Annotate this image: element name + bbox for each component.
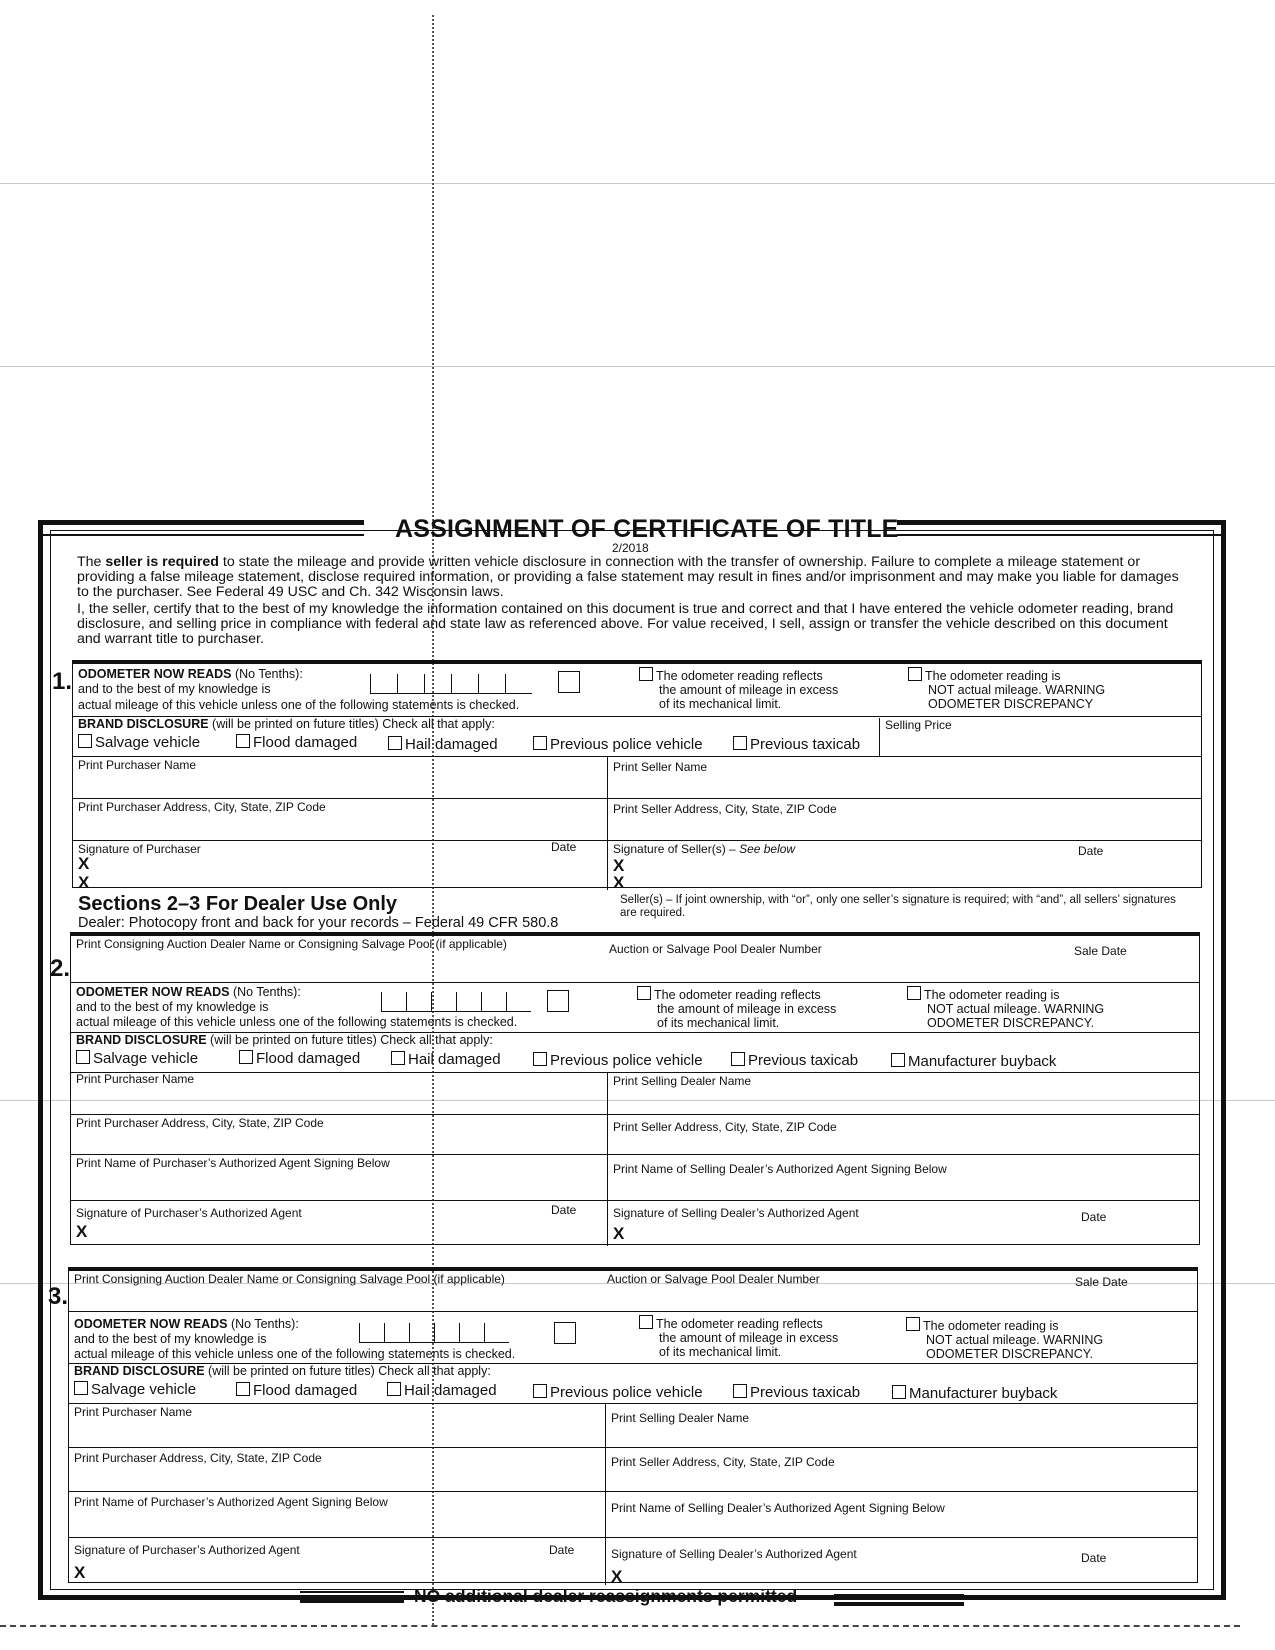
odometer-line3: actual mileage of this vehicle unless one of the following statements is checked. — [76, 1015, 518, 1029]
selling-dealer-name-label[interactable]: Print Selling Dealer Name — [611, 1411, 750, 1425]
intro-bold: seller is required — [105, 554, 219, 570]
odometer-digit[interactable] — [409, 1323, 434, 1343]
seller-date-label: Date — [1078, 844, 1104, 858]
purchaser-agent-signature-x[interactable]: X — [74, 1563, 86, 1582]
brand-taxicab[interactable] — [733, 1384, 860, 1401]
footer-rule-right — [834, 1594, 964, 1606]
checkbox[interactable] — [533, 1052, 547, 1066]
seller-signature-x[interactable]: X — [613, 856, 625, 875]
purchaser-date-label: Date — [549, 1543, 575, 1557]
title-rule-right — [897, 520, 1226, 536]
odometer-tenth-box[interactable] — [558, 671, 580, 693]
checkbox[interactable] — [388, 736, 402, 750]
purchaser-signature-label[interactable]: Signature of Purchaser — [78, 842, 201, 856]
consigning-row — [69, 1271, 1197, 1312]
intro-paragraph-1 — [77, 555, 1187, 600]
brand-hail[interactable] — [391, 1051, 501, 1068]
sale-date-label[interactable]: Sale Date — [1074, 944, 1127, 958]
brand-label: Previous police vehicle — [550, 1052, 703, 1069]
seller-date-label: Date — [1081, 1210, 1107, 1224]
brand-label: Previous police vehicle — [550, 736, 703, 753]
divider — [607, 1154, 608, 1200]
brand-label: Previous police vehicle — [550, 1384, 703, 1401]
checkbox[interactable] — [533, 1384, 547, 1398]
footer-note: NO additional dealer reassignments permitted — [414, 1586, 798, 1606]
divider — [605, 1447, 606, 1491]
divider — [607, 1200, 608, 1246]
odometer-tenth-box[interactable] — [547, 990, 569, 1012]
odometer-heading-bold: ODOMETER NOW READS — [78, 667, 232, 681]
brand-heading — [78, 717, 495, 731]
seller-date-label: Date — [1081, 1551, 1107, 1565]
checkbox[interactable] — [906, 1317, 920, 1331]
intro-paragraph-2: I, the seller, certify that to the best of my knowledge the information contained on this document is true and correct and that I have entered the vehicle odometer reading, brand disclosure, and selling price in compliance with federal and state law as referenced above. For value received, I sell, assign or transfer the vehicle described on this document and warrant title to purchaser. — [77, 601, 1174, 647]
excess-mileage-option[interactable] — [639, 667, 838, 711]
auction-number-label[interactable]: Auction or Salvage Pool Dealer Number — [607, 1272, 820, 1286]
odometer-digit[interactable] — [359, 1323, 384, 1343]
divider — [605, 1491, 606, 1537]
seller-signature-note: See below — [739, 842, 796, 856]
section-3 — [68, 1267, 1198, 1586]
scan-dashed-rule — [0, 1625, 1240, 1627]
option-text: The odometer reading is — [923, 1319, 1059, 1333]
divider — [879, 718, 880, 756]
checkbox[interactable] — [391, 1051, 405, 1065]
odometer-heading-rest: (No Tenths): — [227, 1317, 299, 1331]
agent-signature-row — [71, 1200, 1199, 1246]
brand-taxicab[interactable] — [731, 1052, 858, 1069]
intro-text: The — [77, 554, 106, 570]
selling-agent-signature-x[interactable]: X — [613, 1224, 625, 1243]
brand-police[interactable] — [533, 1384, 703, 1401]
consigning-label[interactable]: Print Consigning Auction Dealer Name or Consigning Salvage Pool (if applicable) — [74, 1272, 505, 1286]
agent-signature-row — [69, 1537, 1197, 1585]
name-row — [71, 1072, 1199, 1115]
brand-label: Previous taxicab — [750, 1384, 861, 1401]
seller-name-label[interactable]: Print Seller Name — [613, 760, 708, 774]
purchaser-name-label[interactable]: Print Purchaser Name — [74, 1405, 193, 1419]
brand-hail[interactable] — [387, 1382, 497, 1399]
checkbox[interactable] — [239, 1050, 253, 1064]
odometer-digit[interactable] — [506, 992, 531, 1012]
section-1 — [72, 660, 1202, 892]
checkbox[interactable] — [639, 1315, 653, 1329]
checkbox[interactable] — [639, 667, 653, 681]
option-text: The odometer reading is — [924, 988, 1060, 1002]
selling-agent-signature-label[interactable]: Signature of Selling Dealer’s Authorized Agent — [613, 1206, 859, 1220]
checkbox[interactable] — [637, 986, 651, 1000]
brand-disclosure-row — [71, 1032, 1199, 1073]
brand-flood[interactable] — [239, 1050, 360, 1067]
brand-disclosure-row — [69, 1363, 1197, 1404]
checkbox[interactable] — [892, 1385, 906, 1399]
section-2 — [70, 932, 1200, 1245]
section-number: 1. — [52, 668, 73, 695]
odometer-digit[interactable] — [406, 992, 431, 1012]
option-text: NOT actual mileage. WARNING — [928, 683, 1106, 697]
option-text: NOT actual mileage. WARNING — [926, 1333, 1104, 1347]
purchaser-agent-signature-label[interactable]: Signature of Purchaser’s Authorized Agent — [74, 1543, 300, 1557]
seller-signature-x[interactable]: X — [613, 873, 625, 892]
section-number: 2. — [50, 955, 71, 982]
purchaser-agent-label[interactable]: Print Name of Purchaser’s Authorized Agent Signing Below — [74, 1495, 388, 1509]
odometer-tenth-box[interactable] — [554, 1322, 576, 1344]
seller-address-label[interactable]: Print Seller Address, City, State, ZIP Code — [611, 1455, 835, 1469]
consigning-label[interactable]: Print Consigning Auction Dealer Name or Consigning Salvage Pool (if applicable) — [76, 937, 507, 951]
option-text: the amount of mileage in excess — [659, 683, 839, 697]
odometer-digit-boxes[interactable] — [359, 1323, 509, 1343]
title-rule-left — [38, 520, 364, 536]
divider — [607, 1072, 608, 1114]
brand-label: Flood damaged — [253, 734, 358, 751]
selling-agent-signature-label[interactable]: Signature of Selling Dealer’s Authorized Agent — [611, 1547, 857, 1561]
footer-rule-left — [300, 1591, 404, 1603]
odometer-digit[interactable] — [424, 674, 451, 694]
brand-label: Flood damaged — [256, 1050, 361, 1067]
option-text: ODOMETER DISCREPANCY. — [926, 1347, 1093, 1361]
brand-hail[interactable] — [388, 736, 498, 753]
option-text: ODOMETER DISCREPANCY — [928, 697, 1094, 711]
selling-dealer-name-label[interactable]: Print Selling Dealer Name — [613, 1074, 752, 1088]
checkbox[interactable] — [907, 986, 921, 1000]
address-row — [73, 798, 1201, 841]
checkbox[interactable] — [731, 1052, 745, 1066]
brand-label: Hail damaged — [408, 1051, 501, 1068]
purchaser-date-label: Date — [551, 1203, 577, 1217]
odometer-heading-rest: (No Tenths): — [229, 985, 301, 999]
odometer-digit[interactable] — [370, 674, 397, 694]
odometer-line3: actual mileage of this vehicle unless one of the following statements is checked. — [74, 1347, 516, 1361]
auction-number-label[interactable]: Auction or Salvage Pool Dealer Number — [609, 942, 822, 956]
scan-rule — [0, 183, 1275, 184]
excess-mileage-option[interactable] — [637, 986, 836, 1030]
odometer-row — [71, 982, 1199, 1033]
option-text: ODOMETER DISCREPANCY. — [927, 1016, 1094, 1030]
scan-rule — [0, 366, 1275, 367]
not-actual-mileage-option[interactable] — [907, 986, 1104, 1030]
not-actual-mileage-option[interactable] — [908, 667, 1105, 711]
brand-buyback[interactable] — [891, 1053, 1056, 1070]
brand-label: Salvage vehicle — [95, 734, 201, 751]
intro-text: to state the mileage and provide written vehicle disclosure in connection with the transfer of ownership. Failure to complete a mileage statement or providing a false mileage statement, disclose required information, or providing a false statement may result in fines and/or imprisonment and may make you liable for damages to the purchaser. See Federal 49 USC and Ch. 342 Wisconsin laws. — [77, 554, 1179, 600]
checkbox[interactable] — [908, 667, 922, 681]
seller-signature-label[interactable] — [613, 842, 795, 856]
odometer-line2: and to the best of my knowledge is — [74, 1332, 267, 1346]
divider — [605, 1403, 606, 1447]
odometer-line2: and to the best of my knowledge is — [78, 682, 271, 696]
agent-name-row — [71, 1154, 1199, 1201]
option-text: of its mechanical limit. — [659, 1345, 782, 1359]
odometer-heading-rest: (No Tenths): — [231, 667, 303, 681]
odometer-heading — [74, 1317, 299, 1331]
brand-salvage[interactable] — [76, 1050, 198, 1067]
sale-date-label[interactable]: Sale Date — [1075, 1275, 1128, 1289]
brand-label: Salvage vehicle — [93, 1050, 199, 1067]
odometer-digit[interactable] — [505, 674, 532, 694]
brand-label: Hail damaged — [404, 1382, 497, 1399]
odometer-digit-boxes[interactable] — [381, 992, 531, 1012]
odometer-digit[interactable] — [484, 1323, 509, 1343]
odometer-digit[interactable] — [397, 674, 424, 694]
address-row — [71, 1114, 1199, 1155]
selling-agent-label[interactable]: Print Name of Selling Dealer’s Authorized Agent Signing Below — [611, 1501, 945, 1515]
odometer-digit[interactable] — [459, 1323, 484, 1343]
odometer-digit-boxes[interactable] — [370, 674, 540, 694]
joint-ownership-note: Seller(s) – If joint ownership, with “or”, only one seller’s signature is required; with “and”, all sellers’ signatures are required. — [620, 894, 1176, 919]
section-number: 3. — [48, 1283, 69, 1310]
odometer-row — [73, 664, 1201, 717]
option-text: The odometer reading is — [925, 669, 1061, 683]
option-text: the amount of mileage in excess — [659, 1331, 839, 1345]
seller-address-label[interactable]: Print Seller Address, City, State, ZIP Code — [613, 1120, 837, 1134]
odometer-row — [69, 1311, 1197, 1364]
odometer-digit[interactable] — [381, 992, 406, 1012]
form-version: 2/2018 — [612, 541, 649, 555]
brand-buyback[interactable] — [892, 1385, 1057, 1402]
odometer-heading-bold: ODOMETER NOW READS — [74, 1317, 228, 1331]
brand-label: Manufacturer buyback — [908, 1053, 1057, 1070]
not-actual-mileage-option[interactable] — [906, 1317, 1103, 1361]
purchaser-agent-signature-x[interactable]: X — [76, 1222, 88, 1241]
purchaser-address-label[interactable]: Print Purchaser Address, City, State, ZIP Code — [74, 1451, 322, 1465]
seller-address-label[interactable]: Print Seller Address, City, State, ZIP Code — [613, 802, 837, 816]
brand-disclosure-row — [73, 716, 1201, 757]
option-text: NOT actual mileage. WARNING — [927, 1002, 1105, 1016]
form-title: ASSIGNMENT OF CERTIFICATE OF TITLE — [395, 515, 899, 543]
brand-label: Salvage vehicle — [91, 1381, 197, 1398]
checkbox[interactable] — [733, 736, 747, 750]
purchaser-name-label[interactable]: Print Purchaser Name — [76, 1072, 195, 1086]
odometer-digit[interactable] — [456, 992, 481, 1012]
divider — [607, 798, 608, 840]
brand-heading — [74, 1364, 491, 1378]
purchaser-agent-signature-label[interactable]: Signature of Purchaser’s Authorized Agent — [76, 1206, 302, 1220]
brand-heading-bold: BRAND DISCLOSURE — [74, 1364, 205, 1378]
brand-label: Previous taxicab — [750, 736, 861, 753]
checkbox[interactable] — [76, 1050, 90, 1064]
brand-label: Flood damaged — [253, 1382, 358, 1399]
dealer-heading: Sections 2–3 For Dealer Use Only — [78, 893, 398, 915]
checkbox[interactable] — [78, 734, 92, 748]
brand-heading-rest: (will be printed on future titles) Check all that apply: — [204, 1364, 491, 1378]
excess-mileage-option[interactable] — [639, 1315, 838, 1359]
purchaser-signature-x[interactable]: X — [78, 873, 90, 892]
divider — [607, 840, 608, 890]
option-text: The odometer reading reflects — [656, 1317, 823, 1331]
brand-police[interactable] — [533, 736, 703, 753]
brand-flood[interactable] — [236, 734, 357, 751]
brand-label: Hail damaged — [405, 736, 498, 753]
purchaser-date-label: Date — [551, 840, 577, 854]
divider — [605, 1537, 606, 1585]
name-row — [73, 756, 1201, 799]
checkbox[interactable] — [236, 734, 250, 748]
odometer-heading — [78, 667, 303, 681]
brand-heading-bold: BRAND DISCLOSURE — [76, 1033, 207, 1047]
selling-agent-label[interactable]: Print Name of Selling Dealer’s Authorized Agent Signing Below — [613, 1162, 947, 1176]
brand-salvage[interactable] — [74, 1381, 196, 1398]
checkbox[interactable] — [891, 1053, 905, 1067]
odometer-heading-bold: ODOMETER NOW READS — [76, 985, 230, 999]
option-text: the amount of mileage in excess — [657, 1002, 837, 1016]
brand-heading-bold: BRAND DISCLOSURE — [78, 717, 209, 731]
option-text: of its mechanical limit. — [659, 697, 782, 711]
purchaser-address-label[interactable]: Print Purchaser Address, City, State, ZIP Code — [78, 800, 326, 814]
signature-row — [73, 840, 1201, 890]
odometer-digit[interactable] — [478, 674, 505, 694]
odometer-line2: and to the best of my knowledge is — [76, 1000, 269, 1014]
checkbox[interactable] — [236, 1382, 250, 1396]
brand-taxicab[interactable] — [733, 736, 860, 753]
option-text: of its mechanical limit. — [657, 1016, 780, 1030]
brand-heading-rest: (will be printed on future titles) Check all that apply: — [206, 1033, 493, 1047]
odometer-digit[interactable] — [384, 1323, 409, 1343]
purchaser-signature-x[interactable]: X — [78, 854, 90, 873]
checkbox[interactable] — [533, 736, 547, 750]
odometer-digit[interactable] — [434, 1323, 459, 1343]
brand-label: Previous taxicab — [748, 1052, 859, 1069]
purchaser-agent-label[interactable]: Print Name of Purchaser’s Authorized Agent Signing Below — [76, 1156, 390, 1170]
odometer-digit[interactable] — [481, 992, 506, 1012]
consigning-row — [71, 936, 1199, 983]
odometer-digit[interactable] — [431, 992, 456, 1012]
agent-name-row — [69, 1491, 1197, 1538]
address-row — [69, 1447, 1197, 1492]
divider — [607, 756, 608, 798]
brand-heading — [76, 1033, 493, 1047]
option-text: The odometer reading reflects — [654, 988, 821, 1002]
option-text: The odometer reading reflects — [656, 669, 823, 683]
purchaser-address-label[interactable]: Print Purchaser Address, City, State, ZIP Code — [76, 1116, 324, 1130]
purchaser-name-label[interactable]: Print Purchaser Name — [78, 758, 197, 772]
brand-flood[interactable] — [236, 1382, 357, 1399]
name-row — [69, 1403, 1197, 1448]
brand-heading-rest: (will be printed on future titles) Check all that apply: — [208, 717, 495, 731]
seller-signature-text: Signature of Seller(s) – — [613, 842, 740, 856]
selling-agent-signature-x[interactable]: X — [611, 1567, 623, 1586]
brand-police[interactable] — [533, 1052, 703, 1069]
odometer-digit[interactable] — [451, 674, 478, 694]
brand-salvage[interactable] — [78, 734, 200, 751]
brand-label: Manufacturer buyback — [909, 1385, 1058, 1402]
checkbox[interactable] — [74, 1381, 88, 1395]
divider — [607, 1114, 608, 1154]
dealer-subheading: Dealer: Photocopy front and back for your records – Federal 49 CFR 580.8 — [78, 915, 559, 931]
checkbox[interactable] — [387, 1382, 401, 1396]
checkbox[interactable] — [733, 1384, 747, 1398]
odometer-line3: actual mileage of this vehicle unless one of the following statements is checked. — [78, 698, 520, 712]
selling-price-label: Selling Price — [885, 718, 952, 732]
odometer-heading — [76, 985, 301, 999]
